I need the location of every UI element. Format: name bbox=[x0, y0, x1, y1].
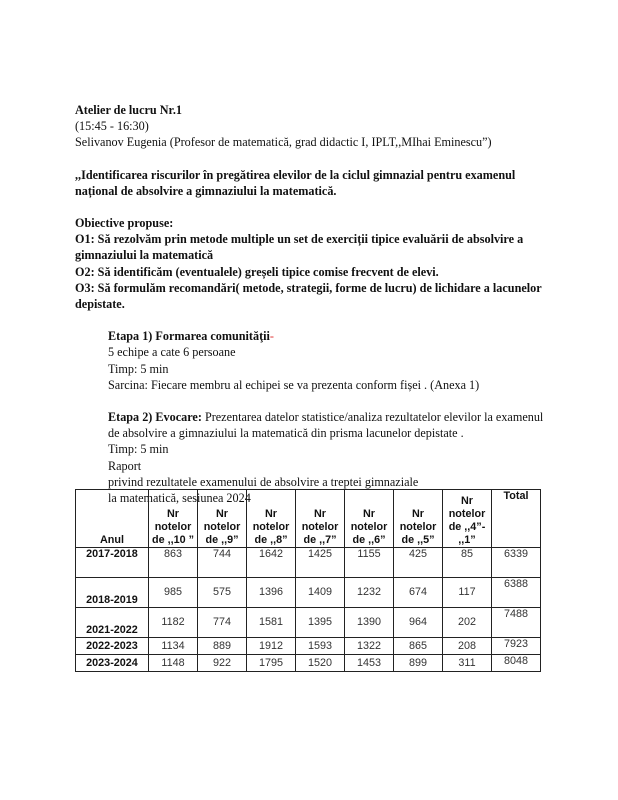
table-row bbox=[76, 548, 541, 578]
cell-total: 7488 bbox=[492, 608, 541, 638]
cell-year: 2022-2023 bbox=[76, 638, 149, 655]
etapa-1-task: Sarcina: Fiecare membru al echipei se va prezenta conform fișei . (Anexa 1) bbox=[108, 377, 480, 392]
cell-value: 311 bbox=[443, 655, 492, 672]
objective-1-line-1: O1: Să rezolvăm prin metode multiple un set de exerciții tipice evaluării de absolvire a bbox=[75, 232, 524, 247]
objectives-heading: Obiective propuse: bbox=[75, 216, 174, 231]
report-title: Raport bbox=[108, 458, 142, 473]
etapa-1-heading-dash: - bbox=[269, 329, 274, 344]
cell-value: 899 bbox=[394, 655, 443, 672]
column-header-year: Anul bbox=[76, 490, 149, 548]
table-row bbox=[76, 638, 541, 655]
cell-year: 2017-2018 bbox=[76, 548, 149, 578]
cell-value: 1134 bbox=[149, 638, 198, 655]
cell-value: 117 bbox=[443, 578, 492, 608]
cell-value: 1520 bbox=[296, 655, 345, 672]
cell-total: 6339 bbox=[492, 548, 541, 578]
cell-value: 1182 bbox=[149, 608, 198, 638]
cell-value: 1593 bbox=[296, 638, 345, 655]
cell-value: 425 bbox=[394, 548, 443, 578]
topic-line-2: național de absolvire a gimnaziului la matematică. bbox=[75, 183, 337, 198]
cell-value: 1642 bbox=[247, 548, 296, 578]
cell-value: 1155 bbox=[345, 548, 394, 578]
column-header-grade-9: Nr notelor de ,,9” bbox=[198, 490, 247, 548]
cell-value: 889 bbox=[198, 638, 247, 655]
column-header-grade-7: Nr notelor de ,,7” bbox=[296, 490, 345, 548]
cell-value: 1232 bbox=[345, 578, 394, 608]
cell-value: 1581 bbox=[247, 608, 296, 638]
etapa-2-heading: Etapa 2) Evocare: bbox=[108, 410, 202, 425]
etapa-2-time: Timp: 5 min bbox=[108, 442, 169, 457]
etapa-1-teams: 5 echipe a cate 6 persoane bbox=[108, 345, 236, 360]
etapa-2-description-cont: de absolvire a gimnaziului la matematică din prisma lacunelor depistate . bbox=[108, 426, 464, 441]
cell-value: 1148 bbox=[149, 655, 198, 672]
objective-3-line-1: O3: Să formulăm recomandări( metode, strategii, forme de lucru) de lichidare a lacunelor bbox=[75, 280, 542, 295]
workshop-time: (15:45 - 16:30) bbox=[75, 119, 149, 134]
cell-value: 202 bbox=[443, 608, 492, 638]
table-row bbox=[76, 655, 541, 672]
table-row bbox=[76, 608, 541, 638]
workshop-author: Selivanov Eugenia (Profesor de matematică, grad didactic I, IPLT,,MIhai Eminescu”) bbox=[75, 135, 492, 150]
column-header-grade-8: Nr notelor de ,,8” bbox=[247, 490, 296, 548]
etapa-1-time: Timp: 5 min bbox=[108, 361, 169, 376]
column-header-grade-10: Nr notelor de ,,10 ” bbox=[149, 490, 198, 548]
column-header-grade-5: Nr notelor de ,,5” bbox=[394, 490, 443, 548]
column-header-total: Total bbox=[492, 490, 541, 548]
cell-year: 2023-2024 bbox=[76, 655, 149, 672]
topic-line-1: ,,Identificarea riscurilor în pregătirea elevilor de la ciclul gimnazial pentru examenul bbox=[75, 167, 516, 182]
table-header-row bbox=[76, 490, 541, 548]
etapa-1-section bbox=[108, 328, 555, 393]
cell-value: 85 bbox=[443, 548, 492, 578]
cell-value: 922 bbox=[198, 655, 247, 672]
cell-value: 863 bbox=[149, 548, 198, 578]
etapa-1-heading: Etapa 1) Formarea comunităţii bbox=[108, 329, 270, 344]
cell-total: 6388 bbox=[492, 578, 541, 608]
report-subtitle-2: la matematică, sesiunea 2024 bbox=[108, 491, 251, 506]
cell-value: 1425 bbox=[296, 548, 345, 578]
cell-value: 575 bbox=[198, 578, 247, 608]
etapa-2-description: Prezentarea datelor statistice/analiza rezultatelor elevilor la examenul bbox=[201, 410, 544, 425]
cell-value: 1390 bbox=[345, 608, 394, 638]
cell-value: 774 bbox=[198, 608, 247, 638]
cell-value: 1322 bbox=[345, 638, 394, 655]
cell-value: 1453 bbox=[345, 655, 394, 672]
report-subtitle-1: privind rezultatele examenului de absolvire a treptei gimnaziale bbox=[108, 474, 419, 489]
cell-value: 985 bbox=[149, 578, 198, 608]
results-table bbox=[75, 489, 541, 672]
cell-total: 8048 bbox=[492, 655, 541, 672]
cell-value: 1795 bbox=[247, 655, 296, 672]
workshop-title: Atelier de lucru Nr.1 bbox=[75, 103, 182, 117]
column-header-grade-6: Nr notelor de ,,6” bbox=[345, 490, 394, 548]
objective-2: O2: Să identificăm (eventualele) greșeli tipice comise frecvent de elevi. bbox=[75, 264, 439, 279]
cell-value: 1912 bbox=[247, 638, 296, 655]
cell-value: 1409 bbox=[296, 578, 345, 608]
objective-3-line-2: depistate. bbox=[75, 297, 125, 312]
cell-year: 2021-2022 bbox=[76, 608, 149, 638]
cell-value: 964 bbox=[394, 608, 443, 638]
cell-value: 865 bbox=[394, 638, 443, 655]
document-page bbox=[75, 102, 555, 506]
cell-value: 744 bbox=[198, 548, 247, 578]
cell-year: 2018-2019 bbox=[76, 578, 149, 608]
cell-value: 1395 bbox=[296, 608, 345, 638]
cell-value: 674 bbox=[394, 578, 443, 608]
cell-value: 208 bbox=[443, 638, 492, 655]
objective-1-line-2: gimnaziului la matematică bbox=[75, 248, 214, 263]
cell-total: 7923 bbox=[492, 638, 541, 655]
cell-value: 1396 bbox=[247, 578, 296, 608]
table-row bbox=[76, 578, 541, 608]
column-header-grade-4-1: Nr notelor de ,,4”- ,,1” bbox=[443, 490, 492, 548]
